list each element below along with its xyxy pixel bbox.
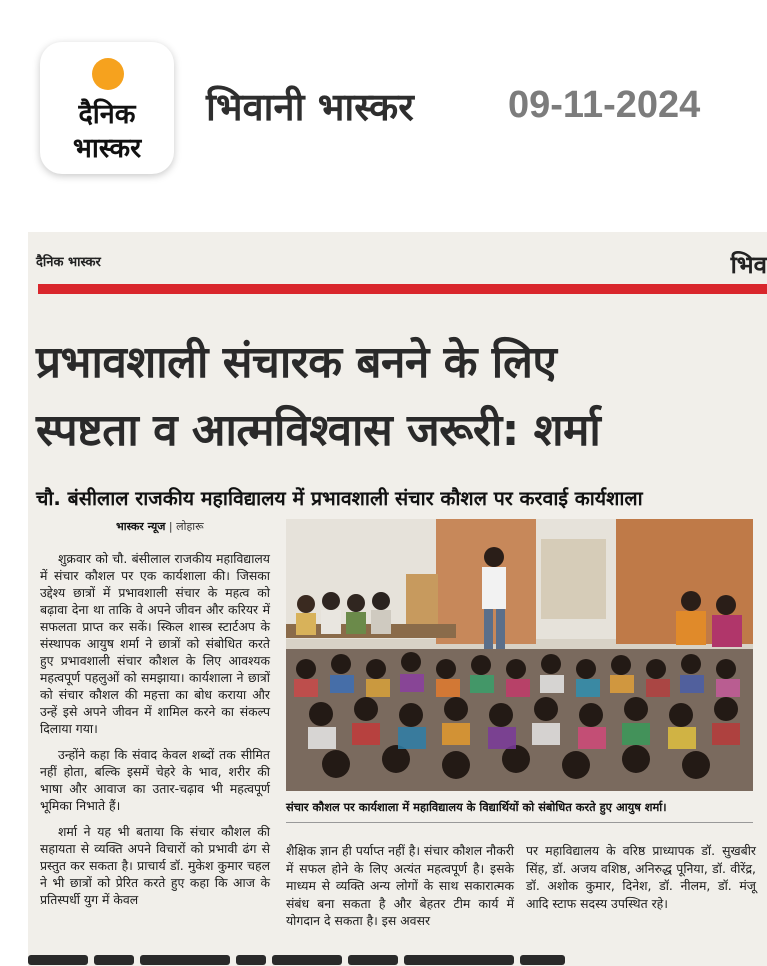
news-clipping — [28, 232, 767, 966]
logo-text-line2: भास्कर — [72, 133, 142, 164]
headline-line-1: प्रभावशाली संचारक बनने के लिए — [36, 337, 557, 388]
article-paragraph: शर्मा ने यह भी बताया कि संचार कौशल की सहायता से व्यक्ति अपने विचारों को प्रभावी ढंग से प्रस्तुत कर सकता है। प्राचार्य डॉ. मुकेश कुमार चहल ने भी छात्रों को प्रेरित करते हुए कहा कि आज के प्रतिस्पर्धी युग में केवल — [40, 824, 270, 907]
subheadline: चौ. बंसीलाल राजकीय महाविद्यालय में प्रभावशाली संचार कौशल पर करवाई कार्यशाला — [36, 487, 643, 510]
workshop-photo — [286, 519, 753, 791]
article-column-2 — [286, 842, 514, 930]
caption-divider — [286, 822, 753, 823]
photo-illustration — [286, 519, 753, 791]
dainik-bhaskar-logo[interactable] — [40, 42, 174, 174]
edition-date: 09-11-2024 — [508, 84, 701, 126]
red-rule — [38, 284, 767, 294]
byline: भास्कर न्यूज | लोहारू — [116, 520, 204, 533]
cut-off-next-headline — [28, 950, 767, 966]
article-paragraph: शुक्रवार को चौ. बंसीलाल राजकीय महाविद्यालय में संचार कौशल पर एक कार्यशाला की। जिसका उद्देश्य छात्रों में प्रभावशाली संचार के महत्व को बढ़ावा देना था ताकि वे अपने जीवन और करियर में सफलता प्राप्त कर सकें। स्किल शास्त्र स्टार्टअप के संस्थापक आयुष शर्मा ने छात्रों को संबोधित करते हुए प्रभावशाली संचार कौशल के लिए आवश्यक महत्वपूर्ण पहलुओं को समझाया। कार्यशाला ने छात्रों को संचार कौशल की महत्ता का बोध कराया और उन्हें इसे अपने जीवन में शामिल करने का संकल्प दिलाया गया। — [40, 551, 270, 736]
article-paragraph: उन्होंने कहा कि संवाद केवल शब्दों तक सीमित नहीं होता, बल्कि इसमें चेहरे के भाव, शरीर की भाषा और आवाज का उतार-चढ़ाव भी महत्वपूर्ण भूमिका निभाते हैं। — [40, 747, 270, 813]
article-paragraph: पर महाविद्यालय के वरिष्ठ प्राध्यापक डॉ. सुखबीर सिंह, डॉ. अजय वशिष्ठ, अनिरुद्ध पूनिया, डॉ. वीरेंद्र, डॉ. अशोक कुमार, दिनेश, डॉ. नीलम, डॉ. मंजू आदि स्टाफ सदस्य उपस्थित रहे। — [526, 843, 756, 911]
byline-place: लोहारू — [176, 520, 204, 533]
sun-icon — [92, 58, 124, 90]
logo-text-line1: दैनिक — [78, 99, 136, 130]
article-paragraph: शैक्षिक ज्ञान ही पर्याप्त नहीं है। संचार कौशल नौकरी में सफल होने के लिए अत्यंत महत्वपूर्ण है। इसके माध्यम से व्यक्ति अन्य लोगों के साथ सकारात्मक संबंध बना सकता है और बेहतर टीम कार्य में योगदान दे सकता है। इस अवसर — [286, 843, 514, 928]
headline-line-2: स्पष्टता व आत्मविश्वास जरूरी: शर्मा — [36, 405, 601, 456]
edition-title: भिवानी भास्कर — [206, 85, 414, 129]
byline-source: भास्कर न्यूज — [116, 520, 166, 533]
edge-masthead-fragment: भिव — [730, 251, 767, 279]
article-column-1 — [40, 550, 270, 917]
app-header — [0, 0, 767, 200]
article-column-3 — [526, 842, 756, 912]
masthead: दैनिक भास्कर — [36, 255, 101, 270]
photo-caption: संचार कौशल पर कार्यशाला में महाविद्यालय के विद्यार्थियों को संबोधित करते हुए आयुष शर्मा। — [286, 800, 667, 814]
